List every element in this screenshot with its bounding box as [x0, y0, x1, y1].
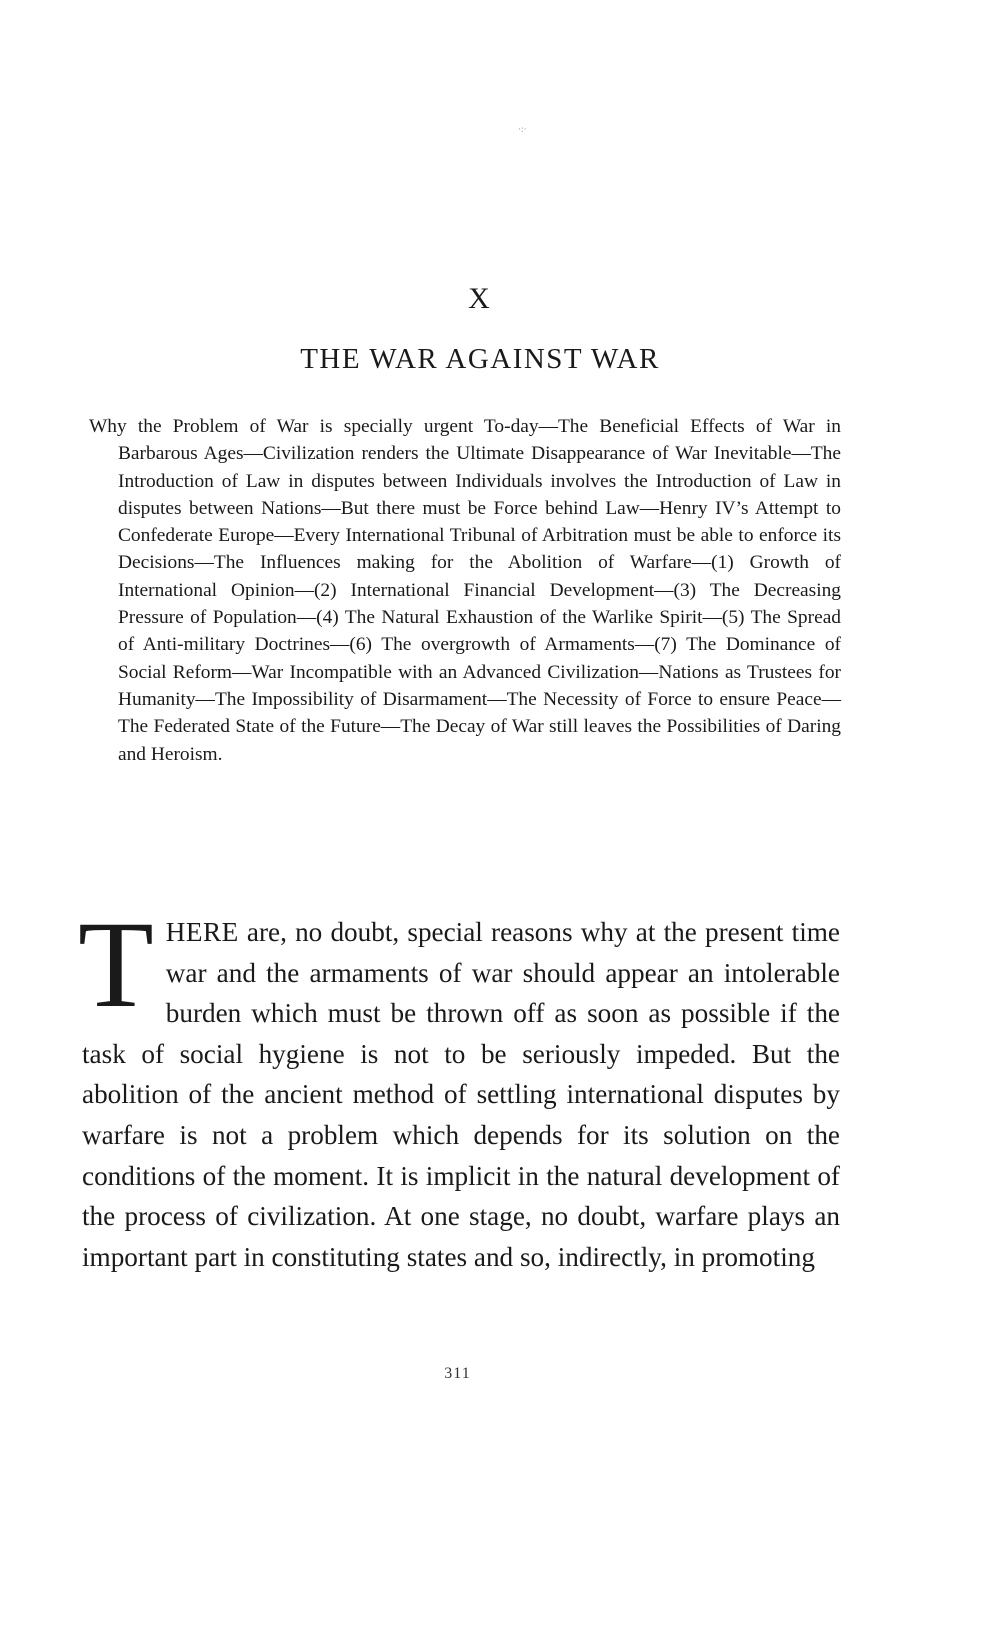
paper-speck-marks: ·:·	[518, 124, 527, 134]
page-number: 311	[444, 1365, 471, 1382]
chapter-synopsis: Why the Problem of War is specially urgent To-day—The Beneficial Effects of War in Barbarous Ages—Civilization renders the Ultimate Disappearance of War Inevitable—The Introduction of Law in disputes between Individuals involves the Introduction of Law in disputes between Nations—But there must be Force behind Law—Henry IV’s Attempt to Confederate Europe—Every International Tribunal of Arbitration must be able to enforce its Decisions—The Influences making for the Abolition of Warfare—(1) Growth of International Opinion—(2) International Financial Development—(3) The Decreasing Pressure of Population—(4) The Natural Exhaustion of the Warlike Spirit—(5) The Spread of Anti-military Doctrines—(6) The overgrowth of Armaments—(7) The Dominance of Social Reform—War Incompatible with an Advanced Civilization—Nations as Trustees for Humanity—The Impossibility of Disarmament—The Necessity of Force to ensure Peace—The Federated State of the Future—The Decay of War still leaves the Possibilities of Daring and Heroism.	[89, 416, 841, 765]
drop-cap-letter: T	[78, 896, 154, 1033]
opening-capitals: HERE	[165, 917, 239, 947]
chapter-number: X	[468, 282, 492, 315]
chapter-title: THE WAR AGAINST WAR	[300, 343, 660, 375]
body-paragraph	[78, 896, 840, 1277]
body-text: are, no doubt, special reasons why at the present time war and the armaments of war should appear an intolerable burden which must be thrown off as soon as possible if the task of social hygiene is not to be seriously impeded. But the abolition of the ancient method of settling international disputes by warfare is not a problem which depends for its solution on the conditions of the moment. It is implicit in the natural development of the process of civilization. At one stage, no doubt, warfare plays an important part in constituting states and so, indirectly, in promoting	[82, 917, 840, 1272]
